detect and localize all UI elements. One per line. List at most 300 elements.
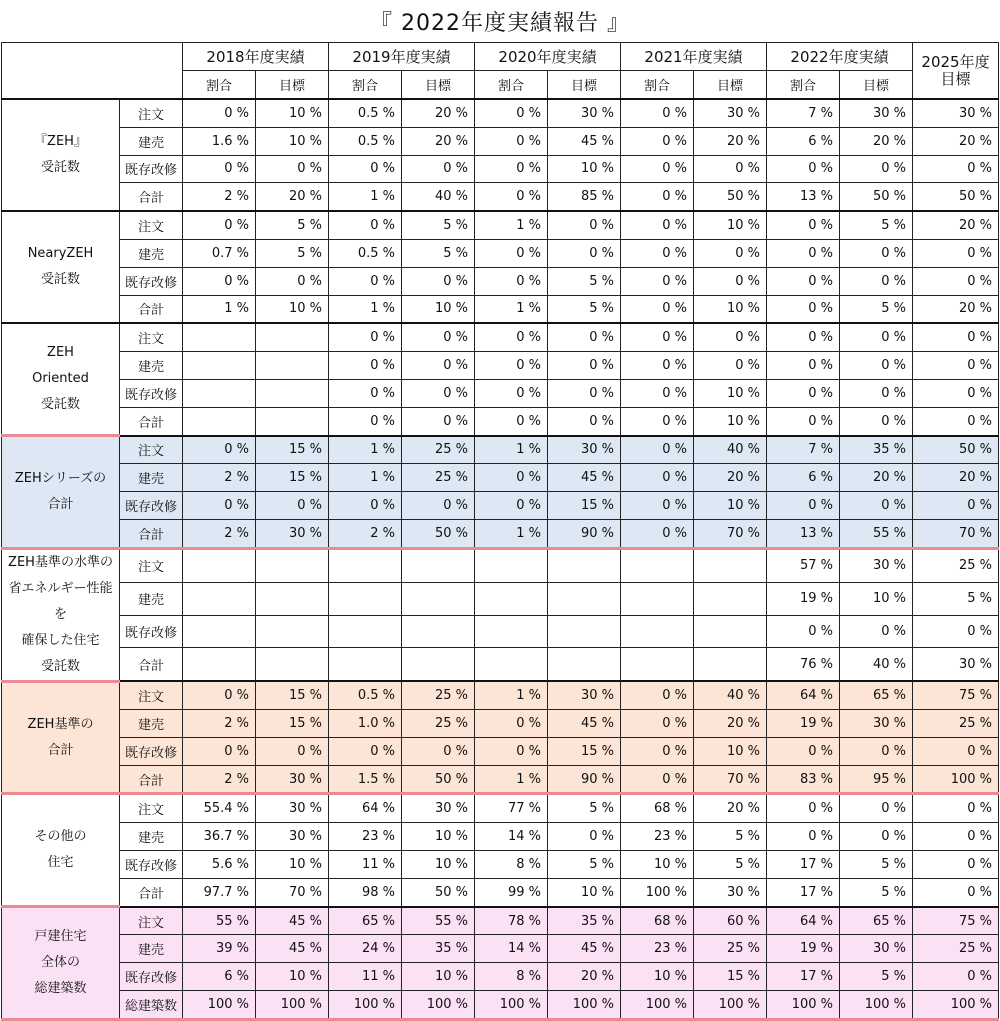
table-row (2, 765, 999, 794)
group-label-line: 省エネルギー性能を (8, 580, 113, 622)
ratio-cell: 0 % (475, 352, 548, 380)
target-2025-cell: 50 % (913, 183, 999, 211)
ratio-cell: 100 % (329, 991, 402, 1020)
table-row (2, 99, 999, 127)
ratio-cell: 0 % (621, 710, 694, 738)
ratio-cell: 100 % (183, 991, 256, 1020)
ratio-cell: 1 % (475, 681, 548, 709)
target-cell: 100 % (694, 991, 767, 1020)
row-category-label: 注文 (120, 548, 183, 582)
ratio-cell: 8 % (475, 851, 548, 879)
ratio-cell: 14 % (475, 935, 548, 963)
target-2025-cell: 75 % (913, 681, 999, 709)
ratio-cell: 0 % (621, 407, 694, 435)
target-cell: 0 % (402, 267, 475, 295)
target-cell: 30 % (256, 765, 329, 794)
target-cell: 45 % (548, 127, 621, 155)
table-row (2, 239, 999, 267)
target-cell: 15 % (256, 710, 329, 738)
ratio-cell: 0 % (329, 379, 402, 407)
ratio-cell: 1 % (329, 183, 402, 211)
target-2025-cell: 0 % (913, 878, 999, 906)
ratio-cell: 0 % (329, 211, 402, 239)
target-cell: 30 % (840, 710, 913, 738)
target-cell: 15 % (256, 464, 329, 492)
target-cell: 30 % (694, 99, 767, 127)
ratio-cell: 1 % (475, 295, 548, 323)
group-label (2, 794, 120, 907)
ratio-cell: 57 % (767, 548, 840, 582)
ratio-cell: 13 % (767, 183, 840, 211)
header-corner (2, 43, 183, 100)
ratio-subheader: 割合 (475, 71, 548, 100)
target-cell (548, 615, 621, 648)
ratio-cell: 2 % (183, 183, 256, 211)
ratio-cell: 0 % (621, 239, 694, 267)
ratio-cell: 64 % (329, 794, 402, 823)
ratio-cell: 19 % (767, 710, 840, 738)
ratio-cell (183, 548, 256, 582)
target-cell: 15 % (548, 737, 621, 765)
ratio-cell: 0 % (475, 379, 548, 407)
target-cell: 50 % (694, 183, 767, 211)
target-cell: 0 % (402, 379, 475, 407)
ratio-cell: 0 % (475, 323, 548, 351)
target-cell: 5 % (548, 295, 621, 323)
group-label (2, 211, 120, 323)
target-cell (402, 615, 475, 648)
table-row (2, 127, 999, 155)
table-row (2, 737, 999, 765)
ratio-cell (183, 582, 256, 615)
target-cell: 0 % (548, 407, 621, 435)
ratio-cell: 0 % (767, 794, 840, 823)
group-label-line: 合計 (47, 496, 74, 512)
target-cell (256, 323, 329, 351)
ratio-cell: 0 % (475, 710, 548, 738)
target-cell: 0 % (694, 267, 767, 295)
table-row (2, 464, 999, 492)
ratio-cell: 55.4 % (183, 794, 256, 823)
report-table (1, 42, 999, 1021)
target-cell: 45 % (548, 935, 621, 963)
group-label (2, 323, 120, 435)
row-category-label: 建売 (120, 464, 183, 492)
year-header: 2019年度実績 (329, 43, 475, 71)
ratio-cell: 0 % (183, 436, 256, 464)
ratio-cell: 1 % (183, 295, 256, 323)
target-cell: 5 % (840, 851, 913, 879)
table-row (2, 379, 999, 407)
ratio-cell: 0 % (475, 127, 548, 155)
ratio-cell (475, 548, 548, 582)
table-row (2, 436, 999, 464)
target-cell: 5 % (694, 851, 767, 879)
ratio-cell: 100 % (767, 991, 840, 1020)
ratio-cell: 24 % (329, 935, 402, 963)
row-category-label: 注文 (120, 211, 183, 239)
ratio-cell: 19 % (767, 582, 840, 615)
ratio-cell (621, 648, 694, 681)
group-label-line: 全体の (40, 954, 80, 970)
row-category-label: 注文 (120, 99, 183, 127)
ratio-cell (621, 548, 694, 582)
group-label-line: NearyZEH (27, 246, 94, 262)
target-cell: 20 % (694, 710, 767, 738)
target-2025-cell: 20 % (913, 295, 999, 323)
target-cell: 0 % (840, 615, 913, 648)
table-row (2, 548, 999, 582)
ratio-cell: 0 % (475, 737, 548, 765)
table-row (2, 648, 999, 681)
target-cell: 0 % (256, 267, 329, 295)
ratio-cell: 1 % (475, 519, 548, 548)
target-cell: 0 % (840, 492, 913, 520)
ratio-cell (329, 615, 402, 648)
target-cell: 0 % (840, 737, 913, 765)
ratio-cell: 0 % (621, 352, 694, 380)
ratio-cell: 0 % (621, 379, 694, 407)
table-row (2, 710, 999, 738)
ratio-cell: 8 % (475, 963, 548, 991)
target-2025-cell: 25 % (913, 935, 999, 963)
ratio-cell: 0 % (767, 239, 840, 267)
ratio-cell: 23 % (621, 823, 694, 851)
target-subheader: 目標 (402, 71, 475, 100)
row-category-label: 建売 (120, 582, 183, 615)
target-cell: 20 % (694, 127, 767, 155)
target-cell (402, 648, 475, 681)
row-category-label: 注文 (120, 436, 183, 464)
group-label-line: 受託数 (40, 272, 80, 288)
target-cell: 0 % (402, 323, 475, 351)
group-label-line: 住宅 (47, 855, 74, 871)
target-cell: 30 % (840, 548, 913, 582)
target-cell: 5 % (694, 823, 767, 851)
target-cell: 35 % (840, 436, 913, 464)
year-header: 2022年度実績 (767, 43, 913, 71)
target-cell: 30 % (840, 99, 913, 127)
target-cell: 20 % (840, 127, 913, 155)
ratio-cell: 1 % (475, 436, 548, 464)
target-cell: 0 % (548, 323, 621, 351)
ratio-cell: 1 % (329, 464, 402, 492)
target-cell: 60 % (694, 907, 767, 935)
ratio-cell: 1 % (475, 765, 548, 794)
target-cell: 65 % (840, 681, 913, 709)
target-2025-cell: 50 % (913, 436, 999, 464)
target-cell: 70 % (694, 519, 767, 548)
page-title: 『 2022年度実績報告 』 (370, 11, 630, 36)
target-cell: 10 % (694, 492, 767, 520)
target-cell: 15 % (548, 492, 621, 520)
target-cell: 90 % (548, 765, 621, 794)
ratio-cell: 0 % (475, 155, 548, 183)
target-cell: 85 % (548, 183, 621, 211)
ratio-cell: 6 % (183, 963, 256, 991)
target-cell: 10 % (402, 295, 475, 323)
table-row (2, 794, 999, 823)
target-2025-cell: 25 % (913, 710, 999, 738)
ratio-cell: 2 % (183, 464, 256, 492)
target-cell: 45 % (548, 464, 621, 492)
ratio-cell: 0 % (621, 127, 694, 155)
table-row (2, 615, 999, 648)
table-row (2, 323, 999, 351)
ratio-cell: 68 % (621, 907, 694, 935)
ratio-cell: 0 % (183, 211, 256, 239)
target-cell: 5 % (840, 963, 913, 991)
target-cell: 0 % (840, 323, 913, 351)
target-cell: 40 % (402, 183, 475, 211)
target-cell (256, 615, 329, 648)
row-category-label: 既存改修 (120, 851, 183, 879)
target-cell: 0 % (694, 352, 767, 380)
target-2025-cell: 0 % (913, 823, 999, 851)
target-cell: 20 % (402, 127, 475, 155)
table-row (2, 155, 999, 183)
ratio-cell (621, 582, 694, 615)
target-cell (402, 548, 475, 582)
target-cell: 10 % (402, 963, 475, 991)
group-label (2, 548, 120, 681)
row-category-label: 注文 (120, 794, 183, 823)
ratio-cell: 0 % (767, 323, 840, 351)
target-cell: 25 % (402, 710, 475, 738)
target-cell: 45 % (256, 907, 329, 935)
ratio-cell: 1 % (329, 295, 402, 323)
ratio-cell: 65 % (329, 907, 402, 935)
ratio-cell (183, 407, 256, 435)
row-category-label: 合計 (120, 878, 183, 906)
ratio-cell: 2 % (329, 519, 402, 548)
ratio-cell: 100 % (621, 991, 694, 1020)
target-cell: 40 % (694, 436, 767, 464)
target-cell: 45 % (256, 935, 329, 963)
table-row (2, 492, 999, 520)
target-cell: 5 % (548, 267, 621, 295)
target-subheader: 目標 (840, 71, 913, 100)
target-cell: 10 % (256, 127, 329, 155)
ratio-cell: 0 % (621, 155, 694, 183)
ratio-cell: 1.5 % (329, 765, 402, 794)
ratio-cell: 0 % (621, 99, 694, 127)
ratio-cell: 6 % (767, 127, 840, 155)
target-cell: 20 % (548, 963, 621, 991)
row-category-label: 合計 (120, 519, 183, 548)
target-year-header: 2025年度目標 (913, 43, 999, 100)
ratio-cell: 17 % (767, 963, 840, 991)
ratio-cell: 76 % (767, 648, 840, 681)
table-row (2, 352, 999, 380)
group-label-line: 受託数 (40, 658, 80, 674)
ratio-cell: 0 % (475, 464, 548, 492)
ratio-cell: 1.6 % (183, 127, 256, 155)
ratio-cell: 0 % (183, 155, 256, 183)
target-subheader: 目標 (548, 71, 621, 100)
ratio-cell: 0 % (767, 155, 840, 183)
target-cell: 0 % (548, 211, 621, 239)
ratio-cell: 0.5 % (329, 127, 402, 155)
target-cell: 10 % (256, 99, 329, 127)
ratio-cell: 0 % (621, 211, 694, 239)
target-cell: 0 % (402, 737, 475, 765)
year-header: 2020年度実績 (475, 43, 621, 71)
ratio-cell: 0 % (767, 615, 840, 648)
ratio-cell (329, 648, 402, 681)
target-2025-cell: 75 % (913, 907, 999, 935)
row-category-label: 建売 (120, 239, 183, 267)
year-header: 2018年度実績 (183, 43, 329, 71)
target-cell: 5 % (548, 851, 621, 879)
ratio-cell: 0 % (621, 765, 694, 794)
ratio-cell: 0 % (475, 407, 548, 435)
table-row (2, 935, 999, 963)
row-category-label: 既存改修 (120, 492, 183, 520)
target-2025-cell: 70 % (913, 519, 999, 548)
ratio-cell: 64 % (767, 907, 840, 935)
ratio-cell: 14 % (475, 823, 548, 851)
ratio-cell: 0 % (329, 155, 402, 183)
target-cell (694, 582, 767, 615)
ratio-cell: 100 % (621, 878, 694, 906)
table-row (2, 582, 999, 615)
ratio-cell (329, 582, 402, 615)
ratio-cell: 0 % (329, 352, 402, 380)
ratio-cell: 0 % (621, 492, 694, 520)
ratio-subheader: 割合 (767, 71, 840, 100)
target-cell: 0 % (256, 155, 329, 183)
table-row (2, 991, 999, 1020)
group-label-line: 受託数 (40, 160, 80, 176)
table-row (2, 183, 999, 211)
target-cell: 10 % (694, 379, 767, 407)
target-2025-cell: 5 % (913, 582, 999, 615)
target-cell (548, 548, 621, 582)
target-cell: 0 % (548, 239, 621, 267)
ratio-cell: 39 % (183, 935, 256, 963)
row-category-label: 注文 (120, 907, 183, 935)
target-cell: 50 % (402, 878, 475, 906)
target-cell: 25 % (694, 935, 767, 963)
target-cell: 100 % (256, 991, 329, 1020)
target-cell: 30 % (256, 823, 329, 851)
group-label-line: 戸建住宅 (34, 928, 87, 944)
ratio-cell: 0 % (475, 99, 548, 127)
target-cell (548, 648, 621, 681)
target-cell: 5 % (840, 295, 913, 323)
target-cell: 100 % (840, 991, 913, 1020)
table-row (2, 267, 999, 295)
ratio-cell: 2 % (183, 765, 256, 794)
row-category-label: 既存改修 (120, 155, 183, 183)
table-row (2, 295, 999, 323)
target-cell: 10 % (402, 823, 475, 851)
ratio-cell: 0 % (767, 823, 840, 851)
row-category-label: 既存改修 (120, 267, 183, 295)
ratio-cell: 0 % (767, 267, 840, 295)
ratio-cell: 7 % (767, 99, 840, 127)
target-cell: 100 % (548, 991, 621, 1020)
ratio-cell: 1.0 % (329, 710, 402, 738)
target-2025-cell: 0 % (913, 239, 999, 267)
ratio-cell: 1 % (475, 211, 548, 239)
row-category-label: 建売 (120, 823, 183, 851)
target-cell: 0 % (402, 155, 475, 183)
ratio-cell: 0 % (621, 183, 694, 211)
target-subheader: 目標 (256, 71, 329, 100)
target-cell: 0 % (402, 352, 475, 380)
ratio-subheader: 割合 (329, 71, 402, 100)
target-2025-cell: 25 % (913, 548, 999, 582)
target-cell: 0 % (402, 407, 475, 435)
target-cell: 5 % (840, 878, 913, 906)
target-cell: 15 % (256, 436, 329, 464)
ratio-cell: 0 % (621, 267, 694, 295)
ratio-cell (329, 548, 402, 582)
target-2025-cell: 100 % (913, 765, 999, 794)
ratio-cell: 98 % (329, 878, 402, 906)
target-2025-cell: 0 % (913, 323, 999, 351)
target-cell: 20 % (256, 183, 329, 211)
ratio-cell: 23 % (621, 935, 694, 963)
group-label-line: ZEH基準の (27, 716, 94, 732)
ratio-cell: 77 % (475, 794, 548, 823)
target-cell (694, 615, 767, 648)
ratio-cell: 0 % (767, 407, 840, 435)
target-2025-cell: 0 % (913, 963, 999, 991)
ratio-cell: 6 % (767, 464, 840, 492)
group-label-line: ZEH (47, 345, 74, 361)
target-cell: 35 % (402, 935, 475, 963)
row-category-label: 建売 (120, 352, 183, 380)
target-cell: 100 % (402, 991, 475, 1020)
ratio-cell: 0 % (767, 492, 840, 520)
target-cell (256, 548, 329, 582)
ratio-cell (475, 615, 548, 648)
table-row (2, 907, 999, 935)
target-cell: 5 % (256, 211, 329, 239)
target-cell: 5 % (402, 239, 475, 267)
row-category-label: 合計 (120, 295, 183, 323)
target-cell (694, 548, 767, 582)
target-2025-cell: 0 % (913, 615, 999, 648)
target-cell: 50 % (402, 519, 475, 548)
group-label (2, 436, 120, 549)
row-category-label: 建売 (120, 710, 183, 738)
row-category-label: 既存改修 (120, 737, 183, 765)
target-cell: 0 % (840, 407, 913, 435)
ratio-cell (183, 352, 256, 380)
target-cell: 65 % (840, 907, 913, 935)
table-row (2, 851, 999, 879)
target-cell: 0 % (694, 323, 767, 351)
ratio-cell: 0.5 % (329, 239, 402, 267)
table-body (2, 99, 999, 1019)
ratio-cell: 2 % (183, 710, 256, 738)
target-cell (256, 648, 329, 681)
ratio-cell (183, 379, 256, 407)
ratio-cell: 68 % (621, 794, 694, 823)
target-cell: 30 % (694, 878, 767, 906)
ratio-cell: 36.7 % (183, 823, 256, 851)
ratio-cell: 55 % (183, 907, 256, 935)
target-cell: 30 % (256, 519, 329, 548)
ratio-cell: 0 % (183, 99, 256, 127)
ratio-cell: 0 % (621, 295, 694, 323)
target-2025-cell: 0 % (913, 155, 999, 183)
ratio-cell: 0 % (621, 519, 694, 548)
